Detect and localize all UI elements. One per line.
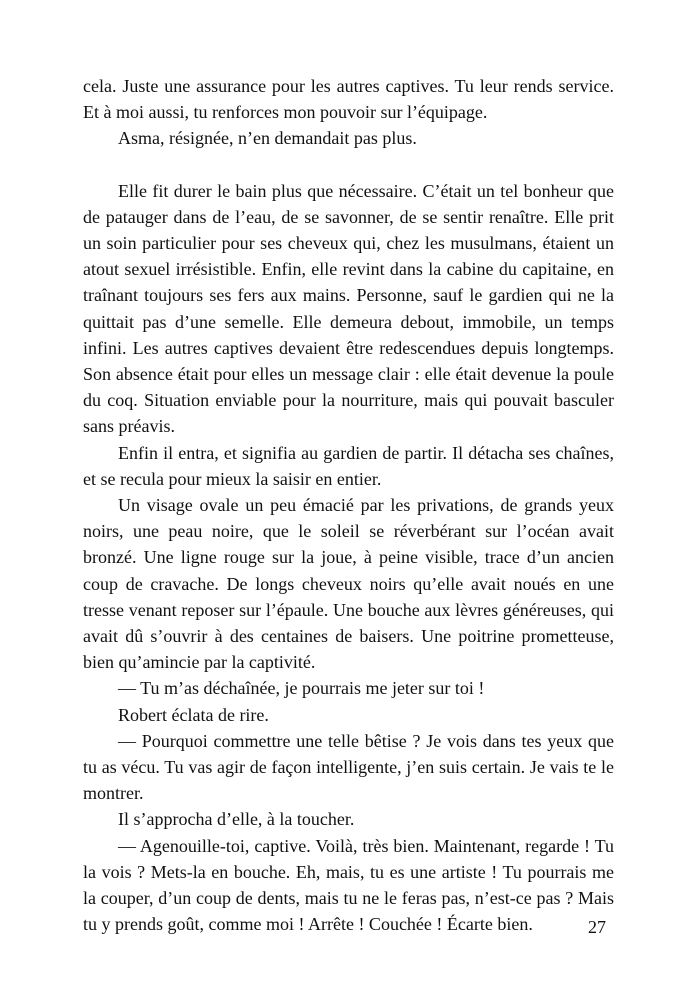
paragraph-2: Asma, résignée, n’en demandait pas plus.	[118, 128, 417, 149]
paragraph-7: Robert éclata de rire.	[118, 704, 269, 725]
paragraph-3: Elle fit durer le bain plus que nécessaire. C’était un tel bonheur que de patauger dans de l’eau, de se savonner, de se sentir renaître. Elle prit un soin particulier pour ses cheveux qui, chez les musulmans, étaient un atout sexuel irrésistible. Enfin, elle revint dans la cabine du capitaine, en traînant toujours ses fers aux mains. Personne, sauf le gardien qui ne la quittait pas d’une semelle. Elle demeura debout, immobile, un temps infini. Les autres captives devaient être redescendues depuis longtemps. Son absence était pour elles un message clair : elle était devenue la poule du coq. Situation enviable pour la nourriture, mais qui pouvait basculer sans préavis.	[83, 180, 614, 437]
paragraph-5: Un visage ovale un peu émacié par les privations, de grands yeux noirs, une peau noire, que le soleil se réverbérant sur l’océan avait bronzé. Une ligne rouge sur la joue, à peine visible, trace d’un ancien coup de cravache. De longs cheveux noirs qu’elle avait noués en une tresse venant reposer sur l’épaule. Une bouche aux lèvres généreuses, qui avait dû s’ouvrir à des centaines de baisers. Une poitrine prometteuse, bien qu’amincie par la captivité.	[83, 495, 614, 673]
page-body	[83, 73, 614, 938]
paragraph-6: — Tu m’as déchaînée, je pourrais me jeter sur toi !	[118, 678, 485, 699]
paragraph-4: Enfin il entra, et signifia au gardien de partir. Il détacha ses chaînes, et se recula pour mieux la saisir en entier.	[83, 442, 614, 489]
paragraph-8: — Pourquoi commettre une telle bêtise ? Je vois dans tes yeux que tu as vécu. Tu vas agir de façon intelligente, j’en suis certain. Je vais te le montrer.	[83, 730, 614, 804]
page-number: 27	[588, 917, 606, 937]
paragraph-10: — Agenouille-toi, captive. Voilà, très bien. Maintenant, regarde ! Tu la vois ? Mets-la en bouche. Eh, mais, tu es une artiste ! Tu pourrais me la couper, d’un coup de dents, mais tu ne le feras pas, n’est-ce pas ? Mais tu y prends goût, comme moi ! Arrête ! Couchée ! Écarte bien.	[83, 835, 614, 935]
paragraph-9: Il s’approcha d’elle, à la toucher.	[118, 809, 355, 830]
paragraph-1: cela. Juste une assurance pour les autres captives. Tu leur rends service. Et à moi aussi, tu renforces mon pouvoir sur l’équipage.	[83, 76, 614, 123]
